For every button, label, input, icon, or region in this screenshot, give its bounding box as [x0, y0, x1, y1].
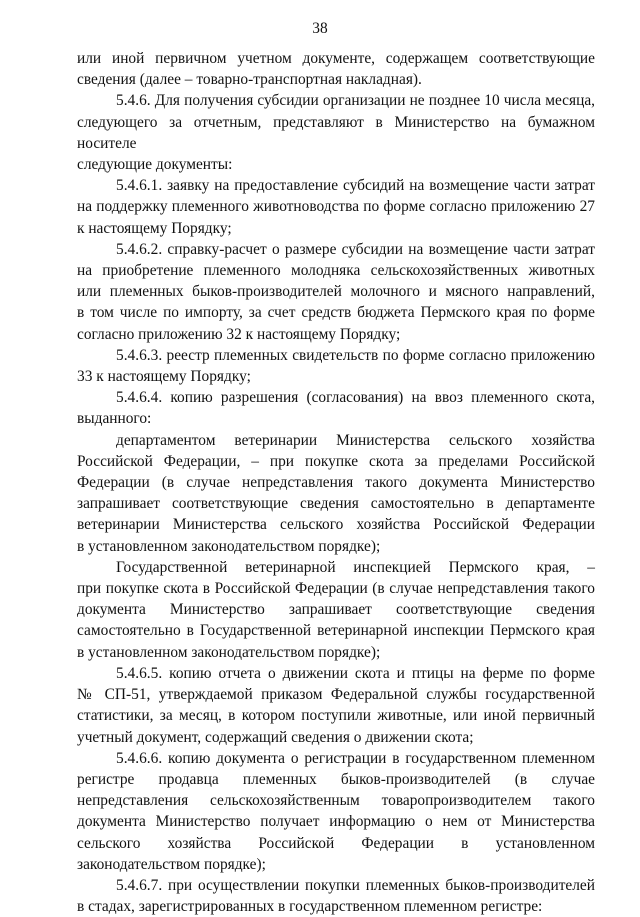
text-line: сельского хозяйства Российской Федерации в установленном [77, 834, 595, 852]
text-line: в стадах, зарегистрированных в государственном племенном регистре: [77, 898, 543, 916]
paragraph [77, 239, 595, 345]
text-line: или племенных быков-производителей молочного и мясного направлений, [77, 283, 595, 301]
text-line: 5.4.6.3. реестр племенных свидетельств по форме согласно приложению [116, 346, 595, 364]
paragraph [77, 175, 595, 239]
text-line: следующего за отчетным, представляют в Министерство на бумажном носителе [77, 113, 595, 152]
text-line: регистре продавца племенных быков-производителей (в случае [77, 770, 595, 788]
paragraph [77, 875, 595, 917]
text-line: запрашивает соответствующие сведения самостоятельно в департаменте [77, 495, 595, 513]
text-line: документа Министерство запрашивает соответствующие сведения [77, 601, 595, 619]
text-line: сведения (далее – товарно-транспортная накладная). [77, 71, 422, 89]
text-line: статистики, за месяц, в котором поступили животные, или иной первичный [77, 707, 595, 725]
paragraph [77, 48, 595, 90]
text-line: 5.4.6.7. при осуществлении покупки племенных быков-производителей [116, 876, 595, 894]
paragraph [77, 663, 595, 748]
text-line: к настоящему Порядку; [77, 219, 232, 237]
text-line: департаментом ветеринарии Министерства сельского хозяйства [116, 431, 595, 449]
text-line: документа Министерство получает информацию о нем от Министерства [77, 813, 595, 831]
text-line: в том числе по импорту, за счет средств бюджета Пермского края по форме [77, 304, 595, 322]
paragraph [77, 430, 595, 557]
text-line: на поддержку племенного животноводства по форме согласно приложению 27 [77, 198, 595, 216]
text-line: самостоятельно в Государственной ветеринарной инспекции Пермского края [77, 622, 595, 640]
text-line: Федерации (в случае непредставления такого документа Министерство [77, 474, 595, 492]
text-line: 5.4.6.6. копию документа о регистрации в государственном племенном [116, 749, 595, 767]
text-line: 5.4.6.4. копию разрешения (согласования) на ввоз племенного скота, [116, 389, 595, 407]
text-line: в установленном законодательством порядке); [77, 643, 381, 661]
paragraph [77, 557, 595, 663]
document-body [77, 48, 595, 917]
text-line: на приобретение племенного молодняка сельскохозяйственных животных [77, 262, 595, 280]
text-line: № СП-51, утверждаемой приказом Федеральной службы государственной [77, 686, 595, 704]
page-number: 38 [312, 20, 328, 37]
text-line: 5.4.6. Для получения субсидии организации не позднее 10 числа месяца, [116, 92, 595, 110]
text-line: следующие документы: [77, 156, 233, 174]
text-line: в установленном законодательством порядке); [77, 537, 381, 555]
text-line: Российской Федерации, – при покупке скота за пределами Российской [77, 452, 595, 470]
text-line: Государственной ветеринарной инспекцией Пермского края, – [116, 558, 595, 576]
paragraph [77, 387, 595, 429]
text-line: при покупке скота в Российской Федерации (в случае непредставления такого [77, 580, 595, 598]
text-line: 33 к настоящему Порядку; [77, 368, 251, 386]
text-line: законодательством порядке); [77, 855, 266, 873]
text-line: выданного: [77, 410, 152, 428]
text-line: 5.4.6.5. копию отчета о движении скота и птицы на ферме по форме [116, 664, 595, 682]
text-line: 5.4.6.1. заявку на предоставление субсидий на возмещение части затрат [116, 177, 595, 195]
paragraph [77, 345, 595, 387]
text-line: 5.4.6.2. справку-расчет о размере субсидии на возмещение части затрат [116, 240, 595, 258]
paragraph [77, 748, 595, 875]
text-line: ветеринарии Министерства сельского хозяйства Российской Федерации [77, 516, 595, 534]
text-line: или иной первичном учетном документе, содержащем соответствующие [77, 50, 595, 67]
text-line: учетный документ, содержащий сведения о движении скота; [77, 728, 474, 746]
text-line: согласно приложению 32 к настоящему Порядку; [77, 325, 401, 343]
text-line: непредставления сельскохозяйственным товаропроизводителем такого [77, 792, 595, 810]
paragraph [77, 90, 595, 175]
